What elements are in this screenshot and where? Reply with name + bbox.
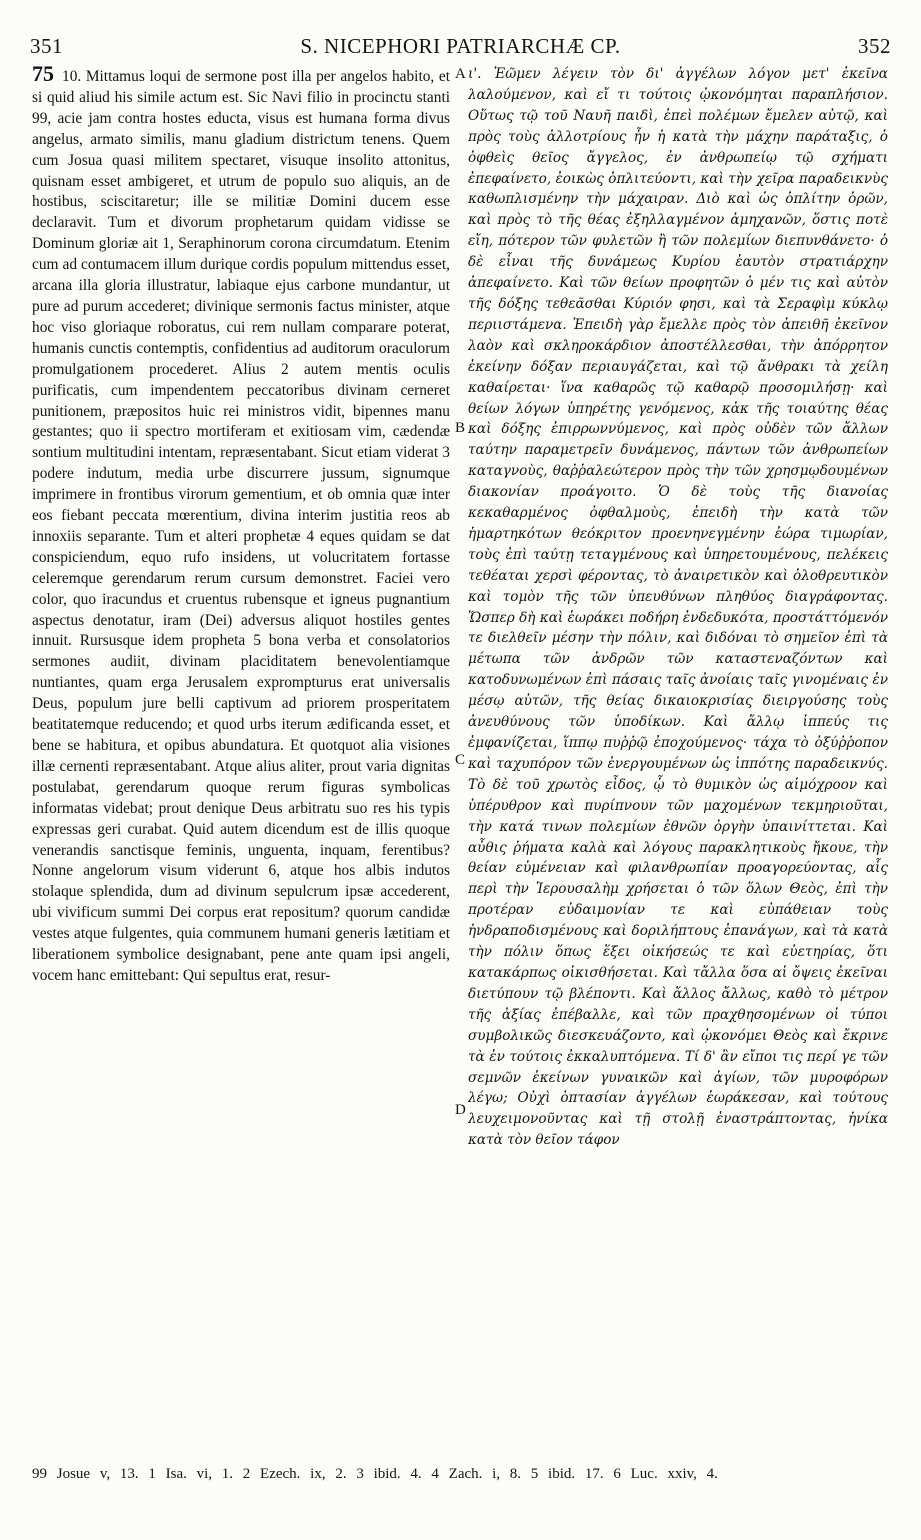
greek-text: ι'. Ἐῶμεν λέγειν τὸν δι' ἀγγέλων λόγον μετ' ἐκεῖνα λαλούμενον, καὶ εἴ τι τούτοις ᾠκονόμηται παραπλήσιον. Οὕτως τῷ τοῦ Ναυῆ παιδὶ, ἐπεὶ πολέμων ἔμελεν αὐτῷ, καὶ πρὸς τοὺς ἀλλοτρίους ἦν ἡ κατὰ τὴν μάχην παράταξις, ὁ ὀφθεὶς θεῖος ἄγγελος, ἐν ἀνθρωπείῳ τῷ σχήματι ἐπεφαίνετο, ἐοικὼς ὁπλιτεύοντι, καὶ τὴν χεῖρα παραδεικνὺς καθωπλισμένην τὴν μάχαιραν. Διὸ καὶ ὡς ὁπλίτην ὁρῶν, καὶ πρὸς τὸ τῆς θέας ἐξηλλαγμένον ἀμηχανῶν, ὅστις ποτὲ εἴη, πότερον τῶν φυλετῶν ἢ τῶν πολεμίων διεπυνθάνετο· ὁ δὲ εἶναι τῆς δυνάμεως Κυρίου ἑαυτὸν στρατιάρχην ἀπεφαίνετο. Καὶ τῶν θείων προφητῶν ὁ μέν τις καὶ αὐτὸν τῆς δόξης τεθεᾶσθαι Κύριόν φησι, καὶ τὰ Σεραφὶμ κύκλῳ περιιστάμενα. Ἐπειδὴ γὰρ ἔμελλε πρὸς τὸν ἀπειθῆ ἐκεῖνον λαὸν καὶ σκληροκάρδιον ἀποστέλλεσθαι, τὴν ἀπόρρητον ἐκείνην δόξαν περιαυγάζεται, καὶ τῷ ἄνθρακι τὰ χείλη καθαίρεται· ἵνα καθαρῶς τῷ καθαρῷ προσομιλήσῃ· καὶ θείων λόγων ὑπηρέτης γενόμενος, κἀκ τῆς τοιαύτης θέας καὶ δόξης ἐπιρρωννύμενος, καὶ πρὸς οὐδὲν τῶν ἄλλων ταύτην παραμετρεῖν δυνάμενος, πάντων τῶν ἀνθρωπείων καταγνοὺς, θαῤῥαλεώτερον πρὸς τὴν τῶν χρησμῳδουμένων διακονίαν προάγοιτο. Ὁ δὲ τοὺς τῆς διανοίας κεκαθαρμένος ὀφθαλμοὺς, ἐπειδὴ τὴν κατὰ τῶν ἡμαρτηκότων θεόκριτον προενηνεγμένην ἑώρα τιμωρίαν, τοὺς ἐπὶ ταύτῃ τεταγμένους καὶ ὑπηρετουμένους, πελέκεις τεθέαται χερσὶ φέροντας, τὸ ἀναιρετικὸν καὶ ὀλοθρευτικὸν καὶ τομὸν τῆς τῶν ὑπευθύνων πληθύος διαγράφοντας. Ὥσπερ δὴ καὶ ἑωράκει ποδήρη ἐνδεδυκότα, προστάττόμενόν τε διελθεῖν μέσην τὴν πόλιν, καὶ διδόναι τὸ σημεῖον ἐπὶ τὰ μέτωπα τῶν ἀνδρῶν τῶν καταστεναζόντων καὶ κατοδυνωμένων ἐπὶ πάσαις ταῖς ἀνοίαις ταῖς γινομέναις ἐν μέσῳ αὐτῶν, τῆς θείας δικαιοκρισίας διειργούσης τοὺς ἀνευθύνους τῶν ὑποδίκων. Καὶ ἄλλῳ ἱππεύς τις ἐμφανίζεται, ἵππῳ πυῤῥῷ ἐποχούμενος· τάχα τὸ ὀξύῤῥοπον καὶ ταχυπόρον τῶν ἐνεργουμένων ὡς ἱππότης παραδεικνύς. Τὸ δὲ τοῦ χρωτὸς εἶδος, ᾧ τὸ θυμικὸν ὡς αἱμόχροον καὶ ὑπέρυθρον καὶ πυρίπνουν τῶν μαχομένων τεκμηριοῦται, τὴν κατά τινων πολεμίων ἐθνῶν ὀργὴν ὑπαινίττεται. Καὶ αὖθις ῥήματα καλὰ καὶ λόγους παρακλητικοὺς ἤκουε, τὴν θείαν εὐμένειαν καὶ φιλανθρωπίαν προαγορεύοντας, αἷς περὶ τὴν Ἱερουσαλὴμ χρήσεται ὁ τῶν ὅλων Θεὸς, ἐπὶ τὴν προτέραν εὐδαιμονίαν τε καὶ εὐπάθειαν τοὺς ἠνδραποδισμένους καὶ δοριλήπτους ἐπανάγων, καὶ τὰ κατὰ τὴν πόλιν ὅπως ἕξει οἰκήσεώς τε καὶ εὐετηρίας, ὅτι κατακάρπως οἰκισθήσεται. Καὶ τἄλλα ὅσα αἱ ὄψεις ἐκεῖναι διετύπουν τῷ βλέποντι. Καὶ ἄλλος ἄλλως, καθὸ τὸ μέτρον τῆς ἀξίας ἐπέβαλλε, καὶ τῶν πραχθησομένων οἱ τύποι συμβολικῶς διεσκευάζοντο, καὶ ᾠκονόμει Θεὸς καὶ ἔκρινε τὰ ἐν τούτοις ἐκκαλυπτόμενα. Τί δ' ἂν εἴποι τις περί γε τῶν σεμνῶν ἐκείνων γυναικῶν καὶ ἁγίων, τῶν μυροφόρων λέγω; Οὐχὶ ὀπτασίαν ἀγγέλων ἑωράκεσαν, καὶ τούτους λευχειμονοῦντας καὶ τῇ στολῇ ἐναστράπτοντας, ἡνίκα κατὰ τὸν θεῖον τάφον	[468, 66, 888, 1149]
page-number-right: 352	[858, 34, 891, 58]
latin-paragraph	[32, 64, 450, 987]
page-header	[30, 28, 891, 64]
latin-text: 10. Mittamus loqui de sermone post illa per angelos habito, et si quid aliud his simile actum est. Sic Navi filio in procinctu stanti 99, acie jam contra hostes educta, visus est humana forma divus angelus, armato similis, manu gladium districtum tenens. Quem cum Josua quasi militem spectaret, visuque insolito attonitus, quisnam esset ambigeret, et utrum de populo suo aliquis, an de hostibus, sciscitaretur; ille se militiæ Domini ducem esse declaravit. Tum et divorum prophetarum quidam vidisse se Dominum gloriæ ait 1, Seraphinorum corona circumdatum. Etenim cum ad contumacem illum durique cordis populum mittendus esset, arcana illa gloria illustratur, labiaque ejus carbone mundantur, ut pure ad purum accederet; divinique sermonis factus minister, atque hoc viso gloriaque roboratus, cui rem nullam comparare poterat, humanis cunctis contemptis, confidentius ad auditorum oraculorum promulgationem procederet. Alius 2 autem mentis oculis purificatis, cum impendentem peccatoribus divinam cerneret punitionem, præpositos huic rei ministros vidit, bipennes manu gestantes; quo ii spectro mortiferam et exitiosam vim, cædendæ sontium multitudini intentam, repræsentabant. Sicut etiam viderat 3 podere indutum, media urbe discurrere jussum, signumque imprimere in frontibus virorum gementium, et ob omnia quæ inter eos fiebant peccata mœrentium, divina interim justitia reos ab innoxiis separante. Tum et alteri prophetæ 4 eques quidam se dat conspiciendum, equo rufo insidens, ut volucritatem fortasse celeremque gerendarum rerum cursum demonstret. Faciei vero color, quo iracundus et cruentus rubensque et igneus pugnantium aspectus denotatur, iram (Dei) adversus aliquot hostiles gentes innuit. Rursusque idem propheta 5 bona verba et consolatorios sermones audiit, divinam placiditatem benevolentiamque nuntiantes, quam erga Jerusalem exprompturus erat universalis Deus, populum jure belli captivum ad priorem prosperitatem beatitatemque reducendo; et quod urbs iterum ædificanda esset, et bene se habitura, et opibus abundatura. Et quotquot alia visiones illæ cernenti repræsentabant. Atque alius aliter, prout varia dignitas postulabat, gerendarum quoque rerum figuras symbolicas informatas videbat; prout denique Deus arbitratu suo res his typis expressas geri curabat. Quid autem dicendum est de illis quoque venerandis sanctisque feminis, unguenta, inquam, ferentibus? Nonne angelorum visum viderunt 6, atque hos albis indutos stolaque splendida, dum ad divinum sepulcrum ipsæ accederent, ubi vivificum summi Dei corpus erat repositum? quorum candidæ vestes atque fulgentes, quia communem humani generis lætitiam et liberationem symbolice designabant, pene ante quam ipsi angeli, vocem hanc emittebant: Qui sepultus erat, resur-	[32, 68, 450, 984]
greek-column	[468, 64, 888, 1456]
margin-marker-a: A	[455, 66, 466, 82]
margin-marker-c: C	[455, 752, 466, 768]
column-number: 75	[32, 64, 54, 86]
running-title: S. NICEPHORI PATRIARCHÆ CP.	[300, 34, 621, 58]
margin-marker-b: B	[455, 420, 466, 436]
margin-marker-d: D	[455, 1102, 466, 1118]
footnotes: 99 Josue v, 13. 1 Isa. vi, 1. 2 Ezech. ix, 2. 3 ibid. 4. 4 Zach. i, 8. 5 ibid. 17. 6 Luc. xxiv, 4.	[32, 1466, 718, 1482]
page-number-left: 351	[30, 34, 63, 58]
latin-column	[32, 64, 450, 1456]
